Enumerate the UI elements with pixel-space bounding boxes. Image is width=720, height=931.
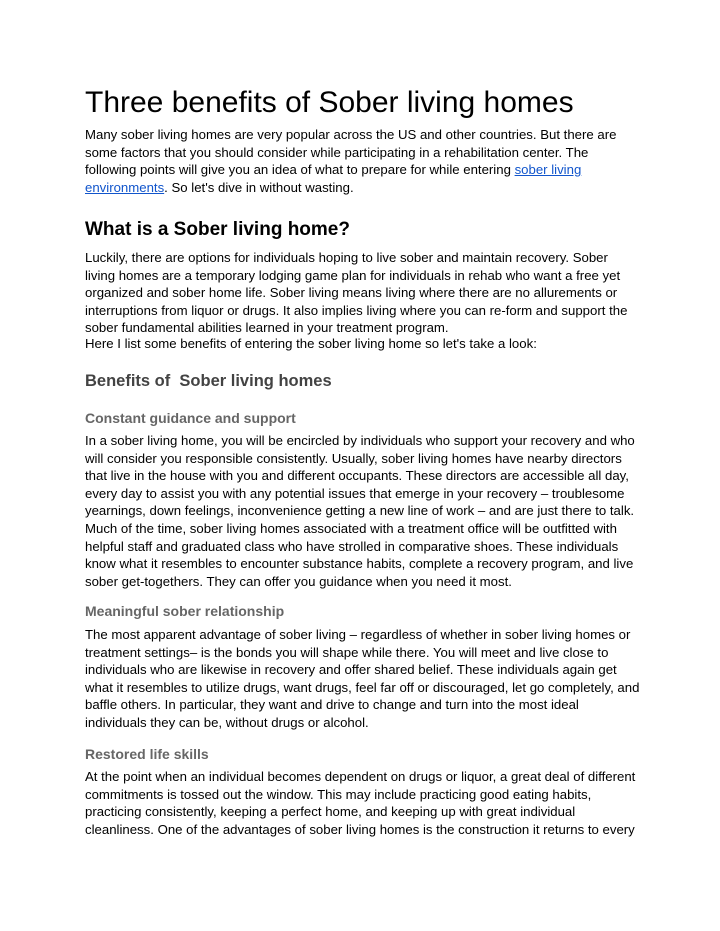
what-is-paragraph: Luckily, there are options for individuals hoping to live sober and maintain recovery. Sober living homes are a temporary lodging game plan for individuals in rehab who want a free yet organized and sober home life. Sober living means living where there are no allurements or interruptions from liquor or drugs. It also implies living where you can re-form and support the sober fundamental abilities learned in your treatment program. (85, 250, 628, 336)
section-heading-benefits: Benefits of Sober living homes (85, 372, 332, 390)
subheading-meaningful-relationship: Meaningful sober relationship (85, 603, 285, 619)
subheading-constant-guidance: Constant guidance and support (85, 410, 296, 426)
intro-text: Many sober living homes are very popular across the US and other countries. But there are some factors that you should consider while participating in a rehabilitation center. The following points will give you an idea of what to prepare for while entering (85, 127, 617, 178)
meaningful-relationship-paragraph: The most apparent advantage of sober living – regardless of whether in sober living homes or treatment settings– is the bonds you will shape while there. You will meet and live close to individuals who are likewise in recovery and offer shared belief. These individuals again get what it resembles to utilize drugs, want drugs, feel far off or discouraged, let go completely, and baffle others. In particular, they want and drive to change and turn into the most ideal individuals they can be, without drugs or alcohol. (85, 627, 640, 730)
restored-life-skills-paragraph: At the point when an individual becomes dependent on drugs or liquor, a great deal of different commitments is tossed out the window. This may include practicing good eating habits, practicing consistently, keeping a perfect home, and keeping up with great individual cleanliness. One of the advantages of sober living homes is the construction it returns to every (85, 769, 636, 837)
section-heading-what-is: What is a Sober living home? (85, 219, 350, 240)
intro-paragraph (85, 126, 640, 196)
constant-guidance-paragraph: In a sober living home, you will be encircled by individuals who support your recovery and who will consider you responsible consistently. Usually, sober living homes have nearby directors that live in the house with you and different occupants. These directors are accessible all day, every day to assist you with any potential issues that emerge in your recovery – troublesome yearnings, down feelings, inconvenience getting a new line of work – and are just there to talk. Much of the time, sober living homes associated with a treatment office will be outfitted with helpful staff and graduated class who have strolled in comparative shoes. These individuals know what it resembles to encounter substance habits, complete a recovery program, and live sober get-togethers. They can offer you guidance when you need it most. (85, 433, 635, 589)
intro-text-end: . So let's dive in without wasting. (164, 179, 354, 195)
subheading-restored-life-skills: Restored life skills (85, 746, 209, 762)
sober-living-environments-link[interactable]: sober living environments (85, 162, 582, 195)
page-title: Three benefits of Sober living homes (85, 86, 574, 119)
benefits-intro-paragraph: Here I list some benefits of entering the sober living home so let's take a look: (85, 336, 537, 351)
